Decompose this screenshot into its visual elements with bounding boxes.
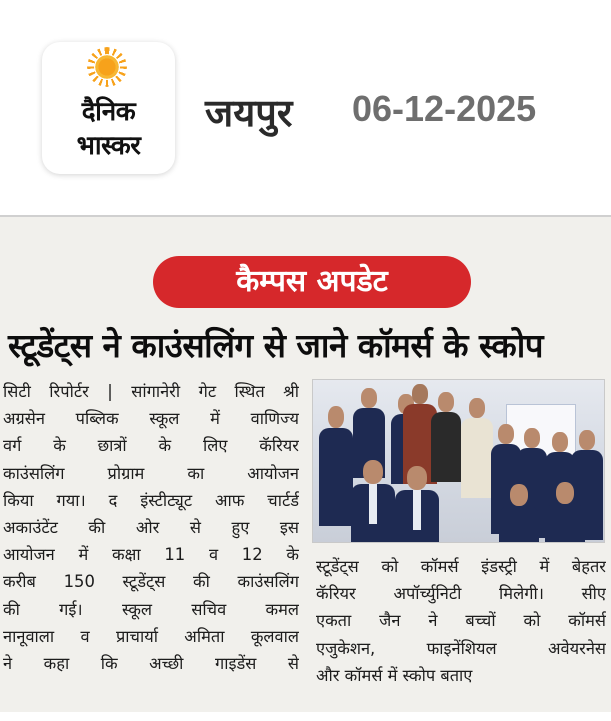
body-line: की गई। स्कूल सचिव कमल [3, 599, 299, 619]
body-line: स्टूडेंट्स को कॉमर्स इंडस्ट्री में बेहतर [316, 557, 606, 576]
bottom-edge [0, 712, 611, 721]
body-line: आयोजन में कक्षा 11 व 12 के [3, 545, 299, 565]
edition-date: 06-12-2025 [352, 88, 537, 129]
newspaper-logo [42, 42, 175, 174]
body-line: अग्रसेन पब्लिक स्कूल में वाणिज्य [3, 409, 299, 429]
article-headline: स्टूडेंट्स ने काउंसलिंग से जाने कॉमर्स के स्कोप [8, 326, 543, 365]
article-body-left-column [3, 378, 299, 677]
person-figure [461, 398, 493, 498]
body-line: सिटी रिपोर्टर | सांगानेरी गेट स्थित श्री [3, 382, 299, 401]
body-line: और कॉमर्स में स्कोप बताए [316, 665, 473, 685]
section-badge: कैम्पस अपडेट [153, 256, 471, 308]
body-line: वर्ग के छात्रों के लिए कॅरियर [3, 436, 299, 456]
body-line: किया गया। द इंस्टीट्यूट आफ चार्टर्ड [3, 490, 299, 510]
body-line: ने कहा कि अच्छी गाइडेंस से [3, 654, 299, 674]
person-figure [395, 466, 439, 543]
body-line: करीब 150 स्टूडेंट्स की काउंसलिंग [3, 572, 299, 592]
person-figure [351, 460, 395, 543]
article-photo [312, 379, 605, 543]
article-body-right-column [316, 553, 606, 689]
logo-text-line1: दैनिक [81, 97, 136, 127]
body-line: एजुकेशन, फाइनेंशियल अवेयरनेस [316, 638, 606, 658]
body-line: एकता जैन ने बच्चों को कॉमर्स [316, 611, 606, 631]
body-line: नानूवाला व प्राचार्या अमिता कूलवाल [3, 626, 299, 646]
body-line: अकाउंटेंट की ओर से हुए इस [3, 518, 299, 538]
edition-city: जयपुर [205, 91, 293, 135]
body-line: कॅरियर अपॉर्च्युनिटी मिलेगी। सीए [316, 584, 606, 604]
logo-text-line2: भास्कर [76, 131, 141, 161]
person-figure [545, 482, 585, 543]
person-figure [319, 406, 353, 526]
header-bar [0, 0, 611, 215]
sun-icon [92, 52, 122, 82]
person-figure [499, 484, 539, 543]
body-line: काउंसलिंग प्रोग्राम का आयोजन [3, 463, 299, 483]
